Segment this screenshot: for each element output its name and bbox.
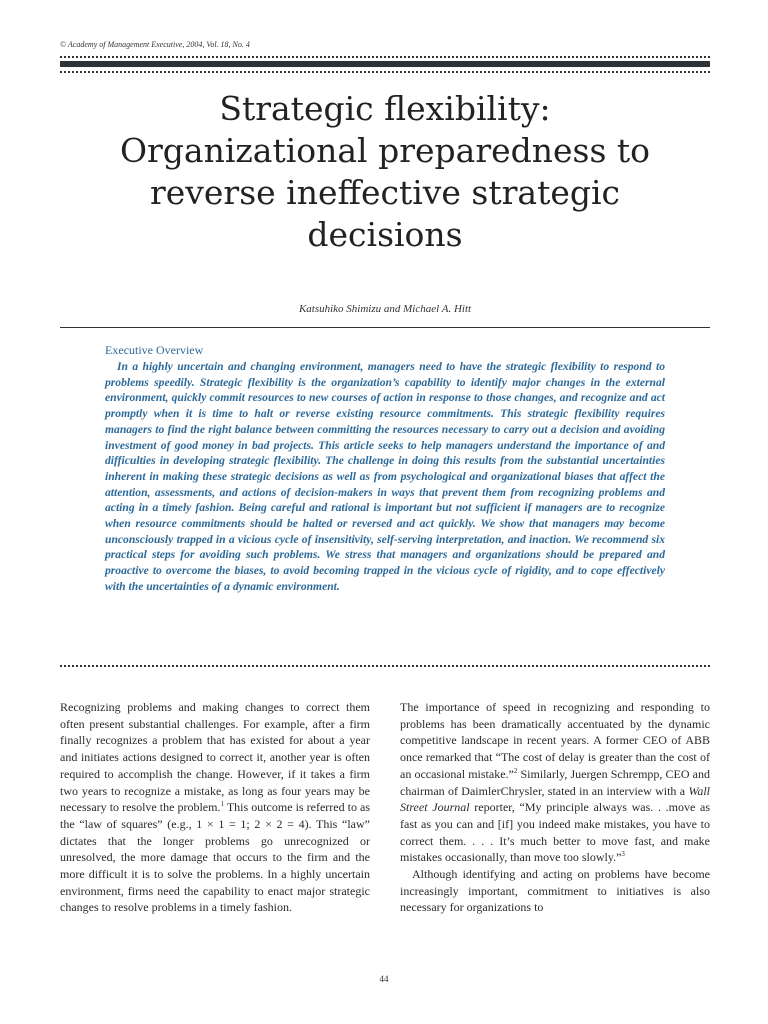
overview-heading: Executive Overview bbox=[105, 343, 204, 357]
article-authors: Katsuhiko Shimizu and Michael A. Hitt bbox=[298, 303, 472, 315]
title-line-1: Strategic flexibility: bbox=[219, 89, 551, 128]
text-run: The importance of speed in recognizing and responding to problems has been dramatically accentuated by the dynamic competitive landscape in recent years. A former CEO of ABB once remarked that “The cost of delay is greater than the cost of an occasional mistake.” bbox=[400, 700, 710, 781]
header-dotted-rule-lower bbox=[60, 71, 710, 73]
text-run: reporter, “My principle always was. . .move as fast as you can and [if] you indeed make mistakes, you have to correct them. . . . It’s much better to move fast, and make mistakes occasionally, than move too slowly.” bbox=[400, 800, 711, 865]
journal-citation: © Academy of Management Executive, 2004, Vol. 18, No. 4 bbox=[60, 40, 250, 49]
overview-dotted-rule bbox=[60, 665, 710, 667]
article-title bbox=[60, 88, 710, 256]
footnote-marker: 3 bbox=[621, 850, 625, 859]
footnote-marker: 2 bbox=[513, 766, 518, 775]
text-run: Similarly, Juergen Schrempp, CEO and chairman of DaimlerChrysler, stated in an interview with a bbox=[400, 766, 710, 798]
executive-overview bbox=[105, 343, 665, 595]
journal-name: Wall Street Journal bbox=[400, 783, 710, 815]
header-dotted-rule bbox=[60, 56, 710, 58]
footnote-marker: 1 bbox=[220, 800, 224, 809]
title-line-4: decisions bbox=[307, 215, 463, 254]
overview-body: In a highly uncertain and changing environment, managers need to have the strategic flexibility to respond to problems speedily. Strategic flexibility is the organization’s capability to identify major changes in the external environment, quickly commit resources to new courses of action in response to those changes, and recognize and act promptly when it is time to halt or reverse existing resource commitments. This strategic flexibility requires managers to find the right balance between committing the resources necessary to carry out a decision and avoiding investment of good money in bad projects. This article seeks to help managers understand the importance of and difficulties in developing strategic flexibility. The challenge in doing this results from the substantial uncertainties inherent in making these strategic decisions as well as from psychological and organizational biases that affect the attention, assessments, and actions of decision-makers in ways that prevent them from recognizing problems and acting in a timely fashion. Being careful and rational is important but not sufficient if managers are to recognize when resource commitments should be halted or reversed and act quickly. We show that managers may become unconsciously trapped in a vicious cycle of insensitivity, self-serving interpretation, and inaction. We recommend six practical steps for avoiding such problems. We stress that managers and organizations should be prepared and proactive to overcome the biases, to avoid becoming trapped in the vicious cycle of rigidity, and to cope effectively with the uncertainties of a dynamic environment. bbox=[105, 360, 665, 593]
body-column-left bbox=[60, 699, 370, 916]
text-run: This outcome is referred to as the “law of squares” (e.g., 1 × 1 = 1; 2 × 2 = 4). This “law” dictates that the longer problems go unrecognized or unresolved, the more damage that occurs to the firm and the more difficult it is to solve the problems. In a highly uncertain environment, firms need the capability to enact major strategic changes to resolve problems in a timely fashion. bbox=[60, 800, 371, 915]
title-line-3: reverse ineffective strategic bbox=[149, 173, 621, 212]
body-paragraph bbox=[60, 699, 370, 916]
text-run: Recognizing problems and making changes to correct them often present substantial challenges. For example, after a firm finally recognizes a problem that has existed for about a year and initiates actions designed to correct it, another year is often required to accomplish the change. However, if it takes a firm two years to recognize a mistake, as long as four years may be necessary to resolve the problem. bbox=[60, 700, 370, 815]
page-number: 44 bbox=[379, 974, 389, 984]
body-paragraph bbox=[400, 699, 710, 866]
title-line-2: Organizational preparedness to bbox=[119, 131, 651, 170]
header-solid-rule bbox=[60, 61, 710, 67]
authors-rule bbox=[60, 327, 710, 328]
body-column-right bbox=[400, 699, 710, 916]
body-paragraph: Although identifying and acting on problems have become increasingly important, commitment to initiatives is also necessary for organizations to bbox=[400, 867, 710, 915]
